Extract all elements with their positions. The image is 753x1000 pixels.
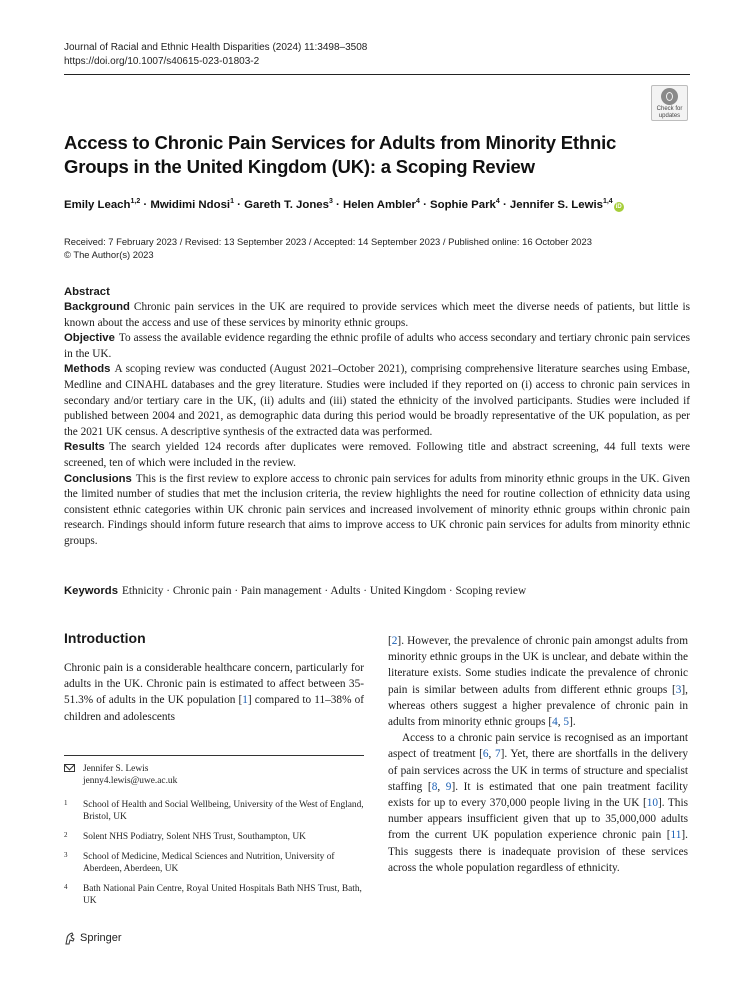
citation-link[interactable]: 9 [445,780,452,793]
body-text: Access to a chronic pain service is recognised as an important aspect of treatment [388,732,688,761]
keywords-text: Ethnicity · Chronic pain · Pain management · Adults · United Kingdom · Scoping review [122,585,527,597]
author-name[interactable]: Mwidimi Ndosi [150,199,231,211]
abstract-conclusions [64,472,690,550]
citation-link[interactable]: 11 [670,829,682,842]
introduction-heading: Introduction [64,630,146,646]
body-text: , whereas others suggest a higher prevalence of chronic pain in adults from minority ethnic groups [388,683,688,729]
affiliation-item [64,851,364,875]
body-text: . Yet, there are shortfalls in the delivery of pain services across the UK in terms of structure and specialist staffing [388,748,688,793]
intro-paragraph: Chronic pain is a considerable healthcare concern, particularly for adults in the UK. Chronic pain is estimated to affect between 35-51.3% of adults in the UK population [1] compared to 11–38% of children and adolescents [64,662,365,723]
corresponding-email[interactable]: jenny4.lewis@uwe.ac.uk [83,776,178,786]
conclusions-label: Conclusions [64,472,132,485]
affiliation-text: School of Health and Social Wellbeing, University of the West of England, Bristol, UK [83,800,364,822]
affiliation-number: 1 [64,799,68,807]
affiliation-text: School of Medicine, Medical Sciences and Nutrition, University of Aberdeen, Aberdeen, UK [83,852,335,874]
article-title: Access to Chronic Pain Services for Adults from Minority Ethnic Groups in the United Kingdom (UK): a Scoping Review [64,132,617,177]
affiliation-number: 4 [64,883,68,891]
methods-label: Methods [64,363,111,376]
author-name[interactable]: Jennifer S. Lewis [509,199,603,211]
affiliation-text: Solent NHS Podiatry, Solent NHS Trust, Southampton, UK [83,832,306,842]
author-separator: · [419,199,431,211]
citation-link[interactable]: 4 [552,716,558,729]
author-list [64,198,690,212]
abstract-methods [64,362,690,440]
affiliation-number: 2 [64,831,68,839]
author-affiliation: 3 [328,198,333,205]
corresponding-name: Jennifer S. Lewis [83,764,149,774]
background-text: Chronic pain services in the UK are required to provide services which meet the diverse needs of patients, but little is known about the access and use of these services by minority ethnic groups. [64,301,690,329]
orcid-icon[interactable]: iD [615,204,622,210]
author-name[interactable]: Helen Ambler [342,199,416,211]
keywords-label: Keywords [64,585,118,597]
keywords [64,584,690,599]
abstract [64,285,690,550]
affiliation-text: Bath National Pain Centre, Royal United Hospitals Bath NHS Trust, Bath, UK [83,884,362,906]
author-affiliation: 1 [230,198,234,205]
affiliation-number: 3 [64,851,68,859]
journal-citation: Journal of Racial and Ethnic Health Disparities (2024) 11:3498–3508 [64,42,368,53]
methods-text: A scoping review was conducted (August 2021–October 2021), comprising comprehensive literature searches using Embase, Medline and CINAHL databases and the grey literature. Studies were included if they reported on (i) access to chronic pain services in secondary and/or tertiary care in the UK, (ii) adults and (iii) stated the ethnicity of the involved participants. Studies were included if published between 2004 and 2021, as demographic data during this period would be broadly representative of the UK population, as per the 2021 UK census. A descriptive synthesis of the extracted data was performed. [64,363,690,438]
intro-paragraph: [2]. However, the prevalence of chronic pain amongst adults from minority ethnic groups in the UK is unclear, and debate within the literature exists. Some studies indicate the prevalence of chronic pain is similar between adults from different ethnic groups [3], whereas others suggest a higher prevalence of chronic pain in adults from minority ethnic groups [4, 5]. [388,635,688,729]
citation-link[interactable]: 3 [675,683,682,696]
publisher-name: Springer [80,932,122,944]
badge-line-2: updates [658,112,681,119]
author-separator: · [140,199,151,211]
copyright-line: © The Author(s) 2023 [64,248,154,260]
citation-link[interactable]: 8 [431,780,438,793]
citation-link[interactable]: 6 [482,748,489,761]
affiliation-item [64,831,364,843]
publisher-footer [64,931,122,945]
publication-dates [64,236,690,261]
springer-horse-icon [64,932,76,945]
author-affiliation: 1,4 [602,198,613,205]
journal-header [64,41,690,69]
corresponding-author [64,763,364,787]
abstract-results [64,440,690,471]
abstract-background [64,300,690,331]
body-text: compared to 11–38% of children and adolescents [64,694,365,723]
mail-icon [64,764,75,772]
author-separator: · [234,199,245,211]
conclusions-text: This is the first review to explore access to chronic pain services for adults from minority ethnic groups in the UK. Given the limited number of studies that met the inclusion criteria, the review highlights the need for routine collection of ethnicity data using consistent ethnic categories within UK chronic pain services and increased involvement of minority ethnic groups within chronic pain research. Findings should inform future research that aims to improve access to UK chronic pain services for adults from minority ethnic groups. [64,472,690,547]
author-separator: · [499,199,510,211]
abstract-objective [64,331,690,362]
author-name[interactable]: Sophie Park [430,199,496,211]
body-text: . This suggests there is inadequate provision of these services across the whole population regardless of ethnicity. [388,829,688,874]
background-label: Background [64,301,130,313]
check-updates-icon [661,88,678,105]
footnote-divider [64,755,364,756]
body-text: . However, the prevalence of chronic pain amongst adults from minority ethnic groups in the UK is unclear, and debate within the literature exists. Some studies indicate the prevalence of chronic pain is similar between adults from different ethnic groups [388,635,688,696]
citation-link[interactable]: 2 [391,635,398,647]
citation-link[interactable]: 7 [494,748,501,761]
badge-line-1: Check for [656,106,683,112]
author-separator: · [332,199,343,211]
author-affiliation: 4 [495,198,500,205]
footnotes [64,763,364,915]
author-name[interactable]: Gareth T. Jones [244,199,329,211]
left-column [64,660,364,725]
badge-label [657,106,683,119]
affiliation-item [64,883,364,907]
body-text: . This number appears insufficient given that up to 35,000,000 adults from the current UK population experience chronic pain [388,797,688,842]
body-text: . It is estimated that one pain treatment facility exists for up to every 370,000 people living in the UK [388,780,688,810]
right-column [388,633,688,876]
objective-text: To assess the available evidence regarding the ethnic profile of adults who access secondary and tertiary chronic pain services in the UK. [64,332,690,360]
citation-link[interactable]: 5 [563,716,570,729]
citation-link[interactable]: 10 [646,797,658,810]
affiliation-item [64,799,364,823]
objective-label: Objective [64,332,115,345]
check-for-updates-badge[interactable] [651,85,688,121]
body-text: . [572,716,576,729]
abstract-title: Abstract [64,286,110,298]
intro-paragraph: Access to a chronic pain service is recognised as an important aspect of treatment [6, 7]. Yet, there are shortfalls in the delivery of pain services across the UK in terms of structure and specialist staffing [8, 9]. It is estimated that one pain treatment facility exists for up to every 370,000 people living in the UK [10]. This number appears insufficient given that up to 35,000,000 adults from the current UK population experience chronic pain [11]. This suggests there is inadequate provision of these services across the whole population regardless of ethnicity. [388,732,688,874]
header-divider [64,74,690,75]
author-affiliation: 4 [416,198,420,205]
history-line: Received: 7 February 2023 / Revised: 13 September 2023 / Accepted: 14 September 2023 / Published online: 16 October 2023 [64,236,592,247]
results-text: The search yielded 124 records after duplicates were removed. Following title and abstract screening, 44 full texts were screened, ten of which were included in the review. [64,441,690,469]
citation-link[interactable]: 1 [242,694,248,707]
results-label: Results [64,441,105,454]
author-name[interactable]: Emily Leach [64,199,131,211]
doi-link[interactable]: https://doi.org/10.1007/s40615-023-01803-2 [64,56,260,67]
author-affiliation: 1,2 [130,198,141,205]
body-text: Chronic pain is a considerable healthcare concern, particularly for adults in the UK. Chronic pain is estimated to affect between 35-51.3% of adults in the UK population [64,662,364,707]
